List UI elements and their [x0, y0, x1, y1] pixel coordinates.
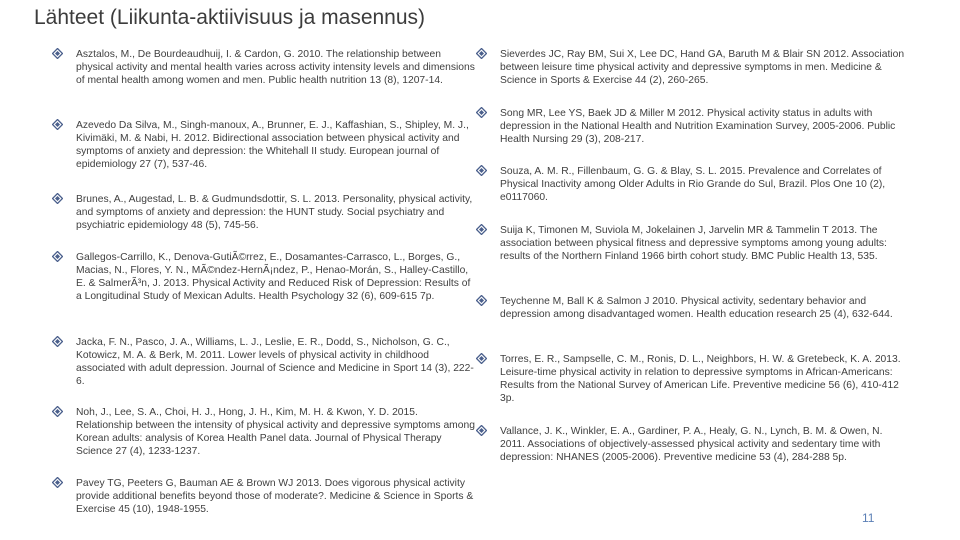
diamond-bullet-icon	[476, 295, 488, 308]
diamond-bullet-icon	[52, 336, 64, 349]
page-number: 11	[862, 511, 875, 525]
reference-item	[76, 336, 476, 388]
reference-text: Souza, A. M. R., Fillenbaum, G. G. & Blay, S. L. 2015. Prevalence and Correlates of Physical Inactivity among Older Adults in Rio Grande do Sul, Brazil. Plos One 10 (2), e0117060.	[500, 166, 886, 203]
reference-item	[500, 425, 905, 464]
reference-text: Gallegos-Carrillo, K., Denova-GutiÃ©rrez, E., Dosamantes-Carrasco, L., Borges, G., Macias, N., Flores, Y. N., MÃ©ndez-HernÃ¡ndez, P., Henao-Morán, S., Halley-Castillo, E. & SalmerÃ³n, J. 2013. Physical Activity and Reduced Risk of Depression: Results of a Longitudinal Study of Mexican Adults. Health Psychology 32 (6), 609-615 7p.	[76, 252, 471, 302]
reference-item	[76, 193, 476, 232]
diamond-bullet-icon	[52, 193, 64, 206]
reference-item	[76, 406, 476, 458]
diamond-bullet-icon	[476, 224, 488, 237]
reference-item	[76, 119, 476, 171]
reference-item	[500, 107, 905, 146]
reference-item	[500, 295, 905, 321]
diamond-bullet-icon	[52, 119, 64, 132]
reference-text: Azevedo Da Silva, M., Singh-manoux, A., Brunner, E. J., Kaffashian, S., Shipley, M. J., Kivimäki, M. & Nabi, H. 2012. Bidirectional association between physical activity and symptoms of anxiety and depression: the Whitehall II study. European journal of epidemiology 27 (7), 537-46.	[76, 120, 469, 170]
diamond-bullet-icon	[52, 406, 64, 419]
reference-text: Pavey TG, Peeters G, Bauman AE & Brown WJ 2013. Does vigorous physical activity provide additional benefits beyond those of moderate?. Medicine & Science in Sports & Exercise 45 (10), 1948-1955.	[76, 478, 474, 515]
reference-text: Torres, E. R., Sampselle, C. M., Ronis, D. L., Neighbors, H. W. & Gretebeck, K. A. 2013. Leisure-time physical activity in relation to depressive symptoms in African-Americans: Results from the National Survey of American Life. Preventive medicine 56 (6), 410-412 3p.	[500, 354, 901, 404]
reference-text: Sieverdes JC, Ray BM, Sui X, Lee DC, Hand GA, Baruth M & Blair SN 2012. Association between leisure time physical activity and depressive symptoms in men. Medicine & Science in Sports & Exercise 44 (2), 260-265.	[500, 49, 905, 86]
diamond-bullet-icon	[52, 251, 64, 264]
reference-item	[500, 224, 905, 263]
reference-text: Noh, J., Lee, S. A., Choi, H. J., Hong, J. H., Kim, M. H. & Kwon, Y. D. 2015. Relationship between the intensity of physical activity and depressive symptoms among Korean adults: analysis of Korea Health Panel data. Journal of Physical Therapy Science 27 (4), 1233-1237.	[76, 407, 475, 457]
diamond-bullet-icon	[476, 48, 488, 61]
reference-item	[76, 477, 476, 516]
diamond-bullet-icon	[476, 165, 488, 178]
reference-text: Brunes, A., Augestad, L. B. & Gudmundsdottir, S. L. 2013. Personality, physical activity, and symptoms of anxiety and depression: the HUNT study. Social psychiatry and psychiatric epidemiology 48 (5), 745-56.	[76, 194, 473, 231]
reference-item	[76, 251, 476, 303]
reference-text: Suija K, Timonen M, Suviola M, Jokelainen J, Jarvelin MR & Tammelin T 2013. The association between physical fitness and depressive symptoms among young adults: results of the Northern Finland 1966 birth cohort study. BMC Public Health 13, 535.	[500, 225, 887, 262]
diamond-bullet-icon	[476, 107, 488, 120]
slide-title: Lähteet (Liikunta-aktiivisuus ja masennus)	[34, 6, 426, 29]
reference-item	[500, 353, 905, 405]
reference-text: Song MR, Lee YS, Baek JD & Miller M 2012. Physical activity status in adults with depression in the National Health and Nutrition Examination Survey, 2005-2006. Public Health Nursing 29 (3), 208-217.	[500, 108, 896, 145]
diamond-bullet-icon	[476, 425, 488, 438]
diamond-bullet-icon	[52, 48, 64, 61]
reference-text: Teychenne M, Ball K & Salmon J 2010. Physical activity, sedentary behavior and depression among disadvantaged women. Health education research 25 (4), 632-644.	[500, 296, 893, 320]
diamond-bullet-icon	[52, 477, 64, 490]
diamond-bullet-icon	[476, 353, 488, 366]
reference-item	[500, 165, 905, 204]
reference-item	[500, 48, 905, 87]
reference-text: Asztalos, M., De Bourdeaudhuij, I. & Cardon, G. 2010. The relationship between physical activity and mental health varies across activity intensity levels and dimensions of mental health among women and men. Public health nutrition 13 (8), 1207-14.	[76, 49, 475, 86]
reference-item	[76, 48, 476, 87]
reference-text: Vallance, J. K., Winkler, E. A., Gardiner, P. A., Healy, G. N., Lynch, B. M. & Owen, N. 2011. Associations of objectively-assessed physical activity and sedentary time with depression: NHANES (2005-2006). Preventive medicine 53 (4), 284-288 5p.	[500, 426, 883, 463]
reference-text: Jacka, F. N., Pasco, J. A., Williams, L. J., Leslie, E. R., Dodd, S., Nicholson, G. C., Kotowicz, M. A. & Berk, M. 2011. Lower levels of physical activity in childhood associated with adult depression. Journal of Science and Medicine in Sport 14 (3), 222-6.	[76, 337, 474, 387]
